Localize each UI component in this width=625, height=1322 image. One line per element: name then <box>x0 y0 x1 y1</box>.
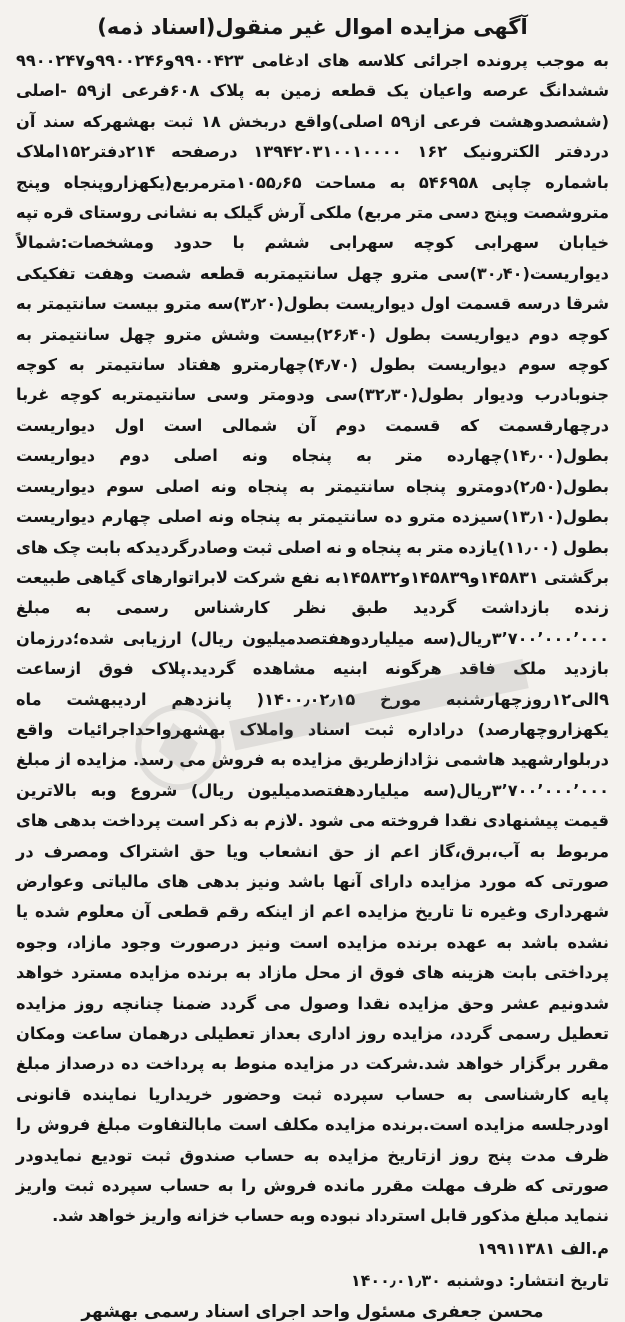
signature-line: محسن جعفری مسئول واحد اجرای اسناد رسمی بهشهر <box>81 1301 544 1322</box>
notice-body: به موجب پرونده اجرائی کلاسه های ادغامی ۹۹۰۰۴۲۳و۹۹۰۰۲۴۶و۹۹۰۰۲۴۷ ششدانگ عرصه واعیان یک قطعه زمین به پلاک ۶۰۸فرعی از۵۹ -اصلی (ششصدوهشت فرعی از۵۹ اصلی)واقع دربخش ۱۸ ثبت بهشهرکه سند آن دردفتر الکترونیک ۱۶۲ ۱۳۹۴۲۰۳۱۰۰۱۰۰۰۰ درصفحه ۲۱۴دفتر۱۵۲املاک باشماره چاپی ۵۴۶۹۵۸ به مساحت ۱۰۵۵٫۶۵مترمربع(یکهزاروپنجاه وپنج متروشصت وپنج دسی متر مربع) ملکی آرش گیلک به نشانی روستای قره تپه خیابان سهرابی کوچه سهرابی ششم با حدود ومشخصات:شمالاً دیواریست(۳۰٫۴۰)سی مترو چهل سانتیمتربه قطعه شصت وهفت تفکیکی شرقا درسه قسمت اول دیواریست بطول(۳٫۲۰)سه مترو بیست سانتیمتر به کوچه دوم دیواریست بطول (۲۶٫۴۰)بیست وشش مترو چهل سانتیمتر به کوچه سوم دیواریست بطول (۴٫۷۰)چهارمترو هفتاد سانتیمتر به کوچه جنوبادرب ودیوار بطول(۳۲٫۳۰)سی ودومتر وسی سانتیمتربه کوچه غربا درچهارقسمت که قسمت دوم آن شمالی است اول دیواریست بطول(۱۴٫۰۰)چهارده متر به پنجاه ونه اصلی دوم دیواریست بطول(۲٫۵۰)دومترو پنجاه سانتیمتر به پنجاه ونه اصلی سوم دیواریست بطول(۱۳٫۱۰)سیزده مترو ده سانتیمتر به پنجاه ونه اصلی چهارم دیواریست بطول (۱۱٫۰۰)یازده متر به پنجاه و نه اصلی ثبت وصادرگردیدکه بابت چک های برگشتی ۱۴۵۸۳۱و۱۴۵۸۳۹و۱۴۵۸۳۲به نفع شرکت لابراتوارهای گیاهی طبیعت زنده بازداشت گردید طبق نظر کارشناس رسمی به مبلغ ۳٬۷۰۰٬۰۰۰٬۰۰۰ریال(سه میلیاردوهفتصدمیلیون ریال) ارزیابی شده؛درزمان بازدید ملک فاقد هرگونه ابنیه مشاهده گردید.پلاک فوق ازساعت ۹الی۱۲روزچهارشنبه مورخ ۱۴۰۰٫۰۲٫۱۵( پانزدهم اردیبهشت ماه یکهزاروچهارصد) دراداره ثبت اسناد واملاک بهشهرواحداجرائیات واقع دربلوارشهید هاشمی نژادازطریق مزایده به فروش می رسد. مزایده از مبلغ ۳٬۷۰۰٬۰۰۰٬۰۰۰ریال(سه میلیاردهفتصدمیلیون ریال) شروع وبه بالاترین قیمت پیشنهادی نقدا فروخته می شود .لازم به ذکر است پرداخت بدهی های مربوط به آب،برق،گاز اعم از حق انشعاب ویا حق اشتراک ومصرف در صورتی که مورد مزایده دارای آنها باشد ونیز بدهی های مالیاتی وعوارض شهرداری وغیره تا تاریخ مزایده اعم از اینکه رقم قطعی آن معلوم شده یا نشده باشد به عهده برنده مزایده است ونیز درصورت وجود مازاد، وجوه پرداختی بابت هزینه های فوق از محل مازاد به برنده مزایده مسترد خواهد شدونیم عشر وحق مزایده نقدا وصول می گردد ضمنا چنانچه روز مزایده تعطیل رسمی گردد، مزایده روز اداری بعداز تعطیلی درهمان ساعت ومکان مقرر برگزار خواهد شد.شرکت در مزایده منوط به پرداخت ده درصداز مبلغ پایه کارشناسی به حساب سپرده ثبت وحضور خریداریا نماینده قانونی اودرجلسه مزایده است.برنده مزایده مکلف است مابالتفاوت مبلغ فروش را ظرف مدت پنج روز ازتاریخ مزایده به حساب صندوق ثبت تودیع نمایدودر صورتی که ظرف مهلت مقرر مانده فروش را به حساب سپرده ثبت واریز ننماید مبلغ مذکور قابل استرداد نبوده وبه حساب خزانه واریز خواهد شد. <box>16 51 610 1226</box>
notice-title: آگهی مزایده اموال غیر منقول(اسناد ذمه) <box>97 15 528 39</box>
publish-date: تاریخ انتشار: دوشنبه ۱۴۰۰٫۰۱٫۳۰ <box>350 1270 609 1290</box>
reference-number: م.الف ۱۹۹۱۱۳۸۱ <box>476 1238 609 1258</box>
